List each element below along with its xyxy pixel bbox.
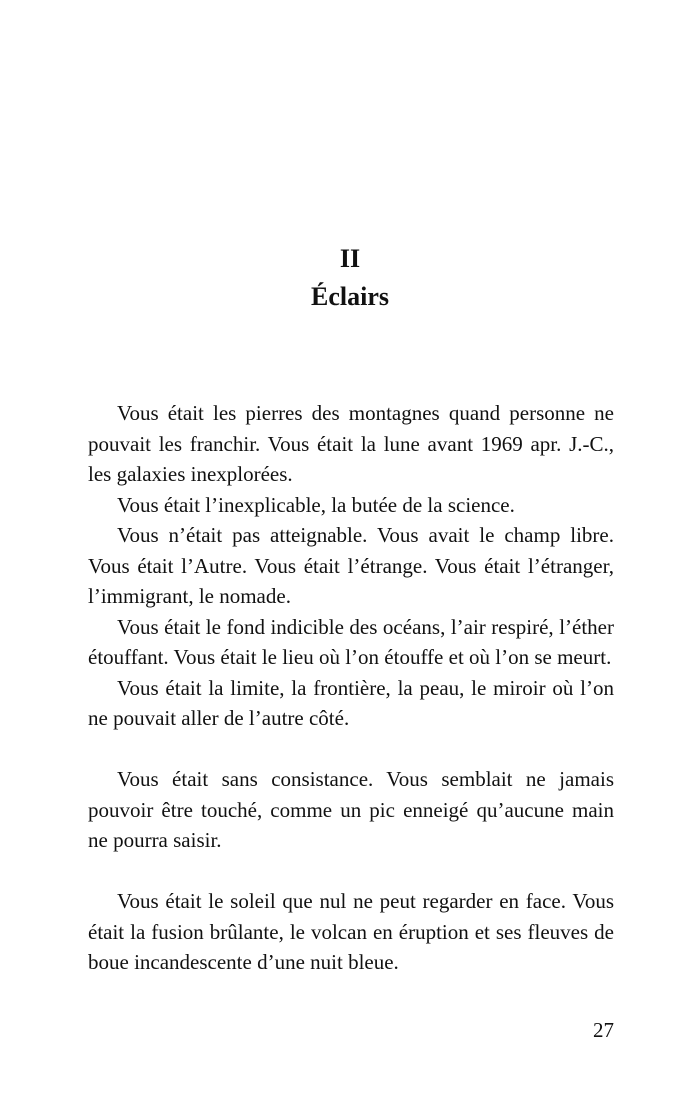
- paragraph: Vous était sans consistance. Vous semblait ne jamais pouvoir être touché, comme un pic enneigé qu’aucune main ne pourra saisir.: [88, 767, 614, 852]
- paragraph: Vous était l’inexplicable, la butée de la science.: [117, 492, 515, 517]
- paragraph: Vous était le fond indicible des océans, l’air respiré, l’éther étouffant. Vous était le lieu où l’on étouffe et où l’on se meurt.: [88, 614, 614, 669]
- body-text: [88, 398, 614, 978]
- page-number: 27: [593, 1018, 614, 1042]
- paragraph: Vous était le soleil que nul ne peut regarder en face. Vous était la fusion brûlante, le volcan en éruption et ses fleuves de boue incandescente d’une nuit bleue.: [88, 889, 614, 974]
- chapter-title: Éclairs: [311, 282, 389, 311]
- paragraph: Vous n’était pas atteignable. Vous avait le champ libre. Vous était l’Autre. Vous était l’étrange. Vous était l’étranger, l’immigrant, le nomade.: [88, 523, 614, 608]
- paragraph: Vous était les pierres des montagnes quand personne ne pouvait les franchir. Vous était la lune avant 1969 apr. J.-C., les galaxies inexplorées.: [88, 401, 614, 486]
- chapter-number: II: [339, 244, 361, 273]
- paragraph: Vous était la limite, la frontière, la peau, le miroir où l’on ne pouvait aller de l’autre côté.: [88, 675, 614, 730]
